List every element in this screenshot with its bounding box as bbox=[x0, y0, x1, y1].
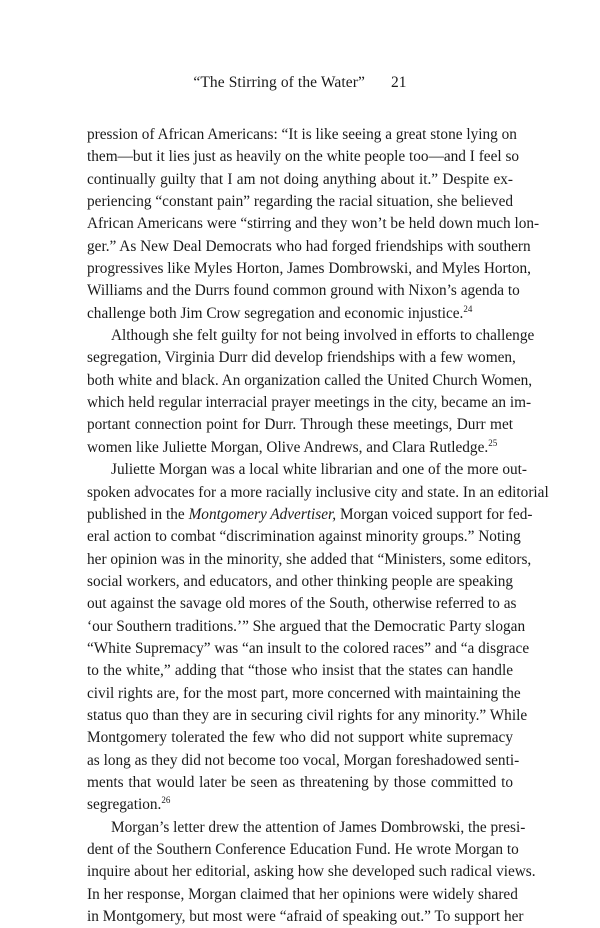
text-line: progressives like Myles Horton, James Dombrowski, and Myles Horton, bbox=[87, 260, 531, 278]
text-line: out against the savage old mores of the South, otherwise referred to as bbox=[87, 595, 517, 613]
line-text: published in the bbox=[87, 505, 185, 523]
body-text bbox=[87, 124, 549, 928]
text-line: Although she felt guilty for not being involved in efforts to challenge bbox=[111, 327, 535, 345]
text-line: both white and black. An organization called the United Church Women, bbox=[87, 371, 533, 389]
line-text: Morgan voiced support for fed- bbox=[339, 505, 533, 523]
line-text: challenge both Jim Crow segregation and economic injustice. bbox=[87, 304, 464, 322]
text-line: dent of the Southern Conference Education Fund. He wrote Morgan to bbox=[87, 841, 519, 858]
footnote-ref[interactable]: 25 bbox=[488, 437, 498, 448]
text-line: status quo than they are in securing civil rights for any minority.” While bbox=[87, 706, 528, 724]
text-line: Williams and the Durrs found common ground with Nixon’s agenda to bbox=[87, 282, 520, 300]
text-line: as long as they did not become too vocal, Morgan foreshadowed senti- bbox=[87, 751, 520, 769]
line-text: women like Juliette Morgan, Olive Andrews, and Clara Rutledge. bbox=[87, 438, 489, 456]
text-line: Morgan’s letter drew the attention of James Dombrowski, the presi- bbox=[111, 818, 526, 836]
text-line: inquire about her editorial, asking how she developed such radical views. bbox=[87, 863, 536, 881]
text-line: ‘our Southern traditions.’” She argued that the Democratic Party slogan bbox=[87, 617, 526, 635]
text-line: Juliette Morgan was a local white librarian and one of the more out- bbox=[111, 461, 528, 479]
text-line: her opinion was in the minority, she added that “Ministers, some editors, bbox=[87, 550, 532, 568]
text-line: civil rights are, for the most part, more concerned with maintaining the bbox=[87, 684, 521, 702]
text-line: Montgomery tolerated the few who did not support white supremacy bbox=[87, 729, 513, 747]
text-line: pression of African Americans: “It is like seeing a great stone lying on bbox=[87, 126, 517, 143]
page-number: 21 bbox=[390, 74, 407, 91]
text-line bbox=[87, 794, 513, 816]
text-line: segregation, Virginia Durr did develop friendships with a few women, bbox=[87, 349, 516, 367]
text-line: ments that would later be seen as threatening by those committed to bbox=[87, 773, 513, 791]
running-head bbox=[0, 74, 600, 92]
running-head-title: “The Stirring of the Water” bbox=[193, 74, 365, 91]
line-text: segregation. bbox=[87, 796, 162, 814]
footnote-ref[interactable]: 24 bbox=[463, 303, 473, 314]
text-line: ger.” As New Deal Democrats who had forged friendships with southern bbox=[87, 237, 531, 255]
text-line: “White Supremacy” was “an insult to the colored races” and “a disgrace bbox=[87, 639, 530, 657]
text-line: them—but it lies just as heavily on the white people too—and I feel so bbox=[87, 148, 520, 166]
text-line: In her response, Morgan claimed that her opinions were widely shared bbox=[87, 885, 518, 903]
newspaper-title: Montgomery Advertiser, bbox=[188, 505, 337, 523]
text-line: periencing “constant pain” regarding the racial situation, she believed bbox=[87, 193, 514, 211]
text-line: continually guilty that I am not doing anything about it.” Despite ex- bbox=[87, 170, 513, 188]
text-line: in Montgomery, but most were “afraid of speaking out.” To support her bbox=[87, 908, 524, 926]
text-line bbox=[87, 303, 513, 325]
text-line: which held regular interracial prayer meetings in the city, became an im- bbox=[87, 394, 532, 412]
text-line: African Americans were “stirring and they won’t be held down much lon- bbox=[87, 215, 540, 233]
text-line bbox=[87, 504, 533, 526]
text-line: eral action to combat “discrimination against minority groups.” Noting bbox=[87, 528, 521, 546]
text-line: to the white,” adding that “those who insist that the states can handle bbox=[87, 662, 513, 680]
text-line bbox=[87, 437, 513, 459]
text-line: portant connection point for Durr. Through these meetings, Durr met bbox=[87, 416, 513, 434]
footnote-ref[interactable]: 26 bbox=[161, 795, 171, 806]
text-line: spoken advocates for a more racially inclusive city and state. In an editorial bbox=[87, 483, 549, 501]
text-line: social workers, and educators, and other thinking people are speaking bbox=[87, 572, 514, 590]
